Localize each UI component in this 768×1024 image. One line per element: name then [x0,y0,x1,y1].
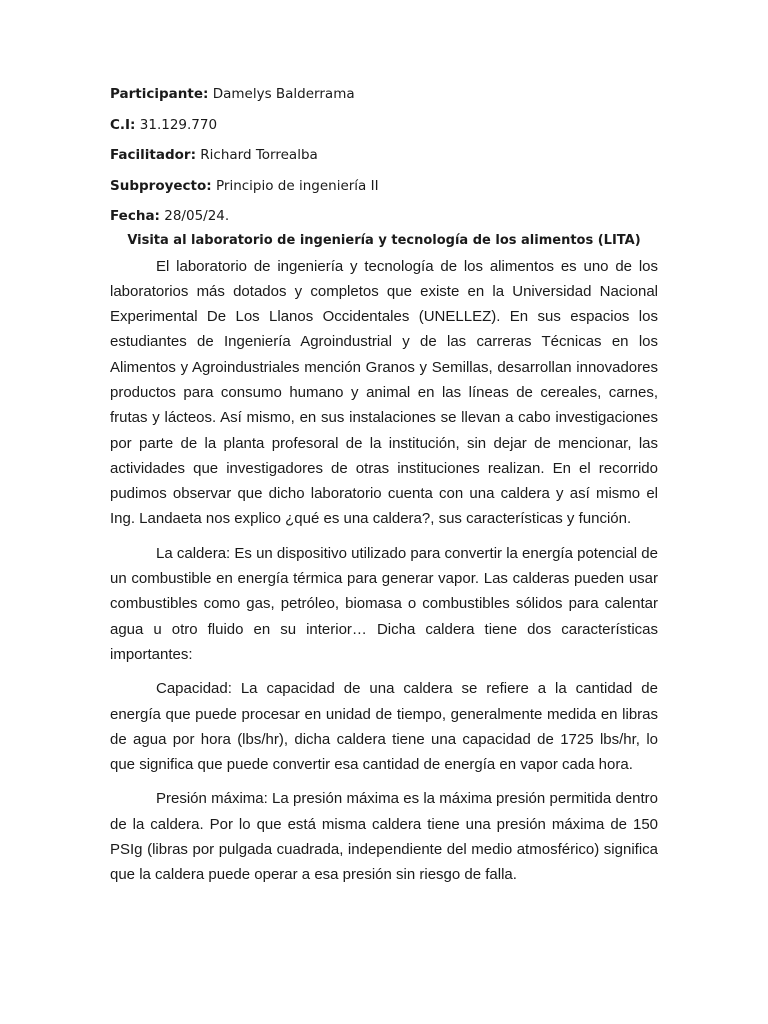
paragraph-intro: El laboratorio de ingeniería y tecnología de los alimentos es uno de los laboratorios más dotados y completos que existe en la Universidad Nacional Experimental De Los Llanos Occidentales (UNELLEZ). En sus espacios los estudiantes de Ingeniería Agroindustrial y de las carreras Técnicas en los Alimentos y Agroindustriales mención Granos y Semillas, desarrollan innovadores productos para consumo humano y animal en las líneas de cereales, carnes, frutas y lácteos. Así mismo, en sus instalaciones se llevan a cabo investigaciones por parte de la planta profesoral de la institución, sin dejar de mencionar, las actividades que investigadores de otras instituciones realizan. En el recorrido pudimos observar que dicho laboratorio cuenta con una caldera y así mismo el Ing. Landaeta nos explico ¿qué es una caldera?, sus características y función. [110,257,658,528]
participant-value: Damelys Balderrama [212,86,355,102]
subproject-label: Subproyecto: [110,177,212,194]
facilitator-label: Facilitador: [110,147,196,163]
facilitator-value: Richard Torrealba [200,147,318,163]
subproject-line [110,176,658,196]
date-line [110,206,658,226]
date-label: Fecha: [110,208,160,224]
participant-line [110,84,658,104]
paragraph-caldera: La caldera: Es un dispositivo utilizado para convertir la energía potencial de un combustible en energía térmica para generar vapor. Las calderas pueden usar combustibles como gas, petróleo, biomasa o combustibles sólidos para calentar agua u otro fluido en su interior… Dicha caldera tiene dos características importantes: [110,544,658,663]
ci-value: 31.129.770 [139,116,218,133]
document-page [110,84,658,897]
ci-line [110,115,658,135]
ci-label: C.I: [110,116,136,133]
date-value: 28/05/24. [164,208,230,224]
subproject-value: Principio de ingeniería II [215,177,379,194]
paragraph-capacidad: Capacidad: La capacidad de una caldera se refiere a la cantidad de energía que puede procesar en unidad de tiempo, generalmente medida en libras de agua por hora (lbs/hr), dicha caldera tiene una capacidad de 1725 lbs/hr, lo que significa que puede convertir esa cantidad de energía en vapor cada hora. [110,680,658,774]
document-title: Visita al laboratorio de ingeniería y tecnología de los alimentos (LITA) [127,232,641,248]
facilitator-line [110,145,658,165]
paragraph-presion: Presión máxima: La presión máxima es la máxima presión permitida dentro de la caldera. Por lo que está misma caldera tiene una presión máxima de 150 PSIg (libras por pulgada cuadrada, independiente del medio atmosférico) significa que la caldera puede operar a esa presión sin riesgo de falla. [110,790,658,884]
participant-label: Participante: [110,86,209,102]
